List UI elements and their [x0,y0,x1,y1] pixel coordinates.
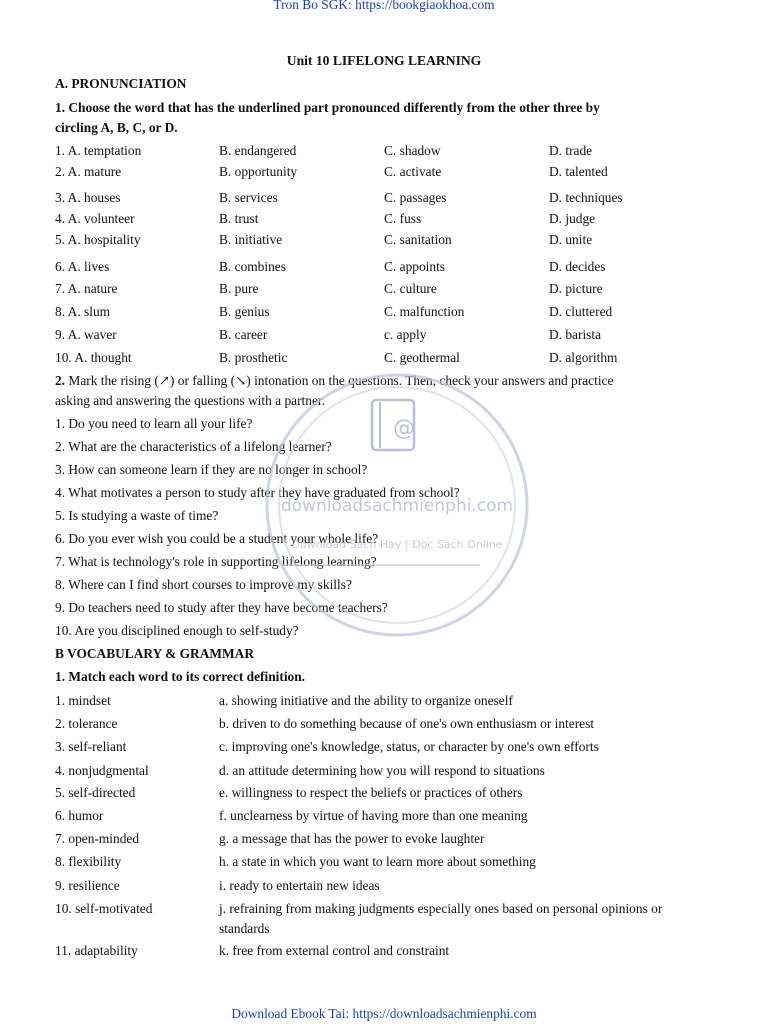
match-word: 10. self-motivated [55,901,153,916]
match-word: 8. flexibility [55,854,122,869]
match-definition: f. unclearness by virtue of having more than one meaning [219,808,528,823]
intonation-question: 3. How can someone learn if they are no longer in school? [55,462,368,477]
option-c[interactable]: C. shadow [384,143,441,158]
match-definition: e. willingness to respect the beliefs or practices of others [219,785,523,800]
a-q2-instruction-line1: 2. Mark the rising (↗) or falling (↘) intonation on the questions. Then, check your answers and practice [55,373,614,388]
option-c[interactable]: C. culture [384,281,437,296]
footer-link[interactable]: Download Ebook Tai: https://downloadsachmienphi.com [231,1006,537,1021]
pronunciation-row [55,232,715,250]
option-c[interactable]: C. malfunction [384,304,465,319]
match-word: 7. open-minded [55,831,140,846]
option-a[interactable]: 1. A. temptation [55,143,142,158]
a-q1-instruction-line2: circling A, B, C, or D. [55,120,178,135]
match-definition: c. improving one's knowledge, status, or character by one's own efforts [219,739,599,754]
book-icon [372,400,415,450]
option-d[interactable]: D. decides [549,259,606,274]
option-d[interactable]: D. unite [549,232,593,247]
option-c[interactable]: C. appoints [384,259,446,274]
match-word: 5. self-directed [55,785,136,800]
intonation-question: 1. Do you need to learn all your life? [55,416,253,431]
option-a[interactable]: 5. A. hospitality [55,232,141,247]
pronunciation-row [55,304,715,322]
intonation-question: 2. What are the characteristics of a lifelong learner? [55,439,332,454]
option-d[interactable]: D. cluttered [549,304,613,319]
section-a-heading: A. PRONUNCIATION [55,76,187,91]
pronunciation-row [55,350,715,368]
match-definition: h. a state in which you want to learn more about something [219,854,536,869]
option-d[interactable]: D. judge [549,211,596,226]
watermark-site: downloadsachmienphi.com [280,496,514,516]
intonation-question: 4. What motivates a person to study after they have graduated from school? [55,485,460,500]
option-c[interactable]: C. passages [384,190,447,205]
option-d[interactable]: D. barista [549,327,602,342]
option-b[interactable]: B. opportunity [219,164,298,179]
a-q2-instruction-line2: asking and answering the questions with a partner. [55,393,325,408]
option-a[interactable]: 8. A. slum [55,304,111,319]
pronunciation-row [55,143,715,161]
option-a[interactable]: 2. A. mature [55,164,122,179]
match-definition: i. ready to entertain new ideas [219,878,380,893]
match-word: 2. tolerance [55,716,118,731]
option-c[interactable]: C. geothermal [384,350,460,365]
option-a[interactable]: 10. A. thought [55,350,132,365]
intonation-question: 6. Do you ever wish you could be a student your whole life? [55,531,379,546]
section-b-heading: B VOCABULARY & GRAMMAR [55,646,254,661]
pronunciation-row [55,327,715,345]
option-b[interactable]: B. trust [219,211,259,226]
option-c[interactable]: C. sanitation [384,232,452,247]
match-definition: b. driven to do something because of one's own enthusiasm or interest [219,716,595,731]
option-b[interactable]: B. career [219,327,268,342]
option-d[interactable]: D. trade [549,143,593,158]
match-word: 6. humor [55,808,104,823]
option-b[interactable]: B. endangered [219,143,297,158]
a-q1-instruction-line1: 1. Choose the word that has the underlined part pronounced differently from the other three by [55,100,600,115]
intonation-question: 5. Is studying a waste of time? [55,508,219,523]
pronunciation-row [55,259,715,277]
option-a[interactable]: 3. A. houses [55,190,121,205]
intonation-question: 7. What is technology's role in supporting lifelong learning? [55,554,377,569]
pronunciation-row [55,281,715,299]
option-b[interactable]: B. initiative [219,232,283,247]
match-definition: a. showing initiative and the ability to organize oneself [219,693,513,708]
watermark-tagline: Download Sách Hay | Đọc Sách Online [291,538,503,551]
match-definition: d. an attitude determining how you will respond to situations [219,763,545,778]
header-link[interactable]: Tron Bo SGK: https://bookgiaokhoa.com [273,0,495,12]
match-word: 1. mindset [55,693,111,708]
option-b[interactable]: B. combines [219,259,286,274]
option-d[interactable]: D. talented [549,164,608,179]
match-definition: k. free from external control and constraint [219,943,450,958]
option-d[interactable]: D. picture [549,281,603,296]
svg-text:@: @ [393,416,415,441]
b-q1-instruction: 1. Match each word to its correct definition. [55,669,306,684]
option-c[interactable]: C. fuss [384,211,422,226]
option-c[interactable]: C. activate [384,164,442,179]
intonation-question: 8. Where can I find short courses to improve my skills? [55,577,352,592]
option-b[interactable]: B. prosthetic [219,350,288,365]
pronunciation-row [55,164,715,182]
option-d[interactable]: D. techniques [549,190,623,205]
option-d[interactable]: D. algorithm [549,350,618,365]
option-a[interactable]: 9. A. waver [55,327,117,342]
match-definition: g. a message that has the power to evoke laughter [219,831,485,846]
match-word: 4. nonjudgmental [55,763,149,778]
option-b[interactable]: B. pure [219,281,259,296]
intonation-question: 9. Do teachers need to study after they have become teachers? [55,600,388,615]
pronunciation-row [55,211,715,229]
page-title: Unit 10 LIFELONG LEARNING [286,53,482,68]
option-a[interactable]: 4. A. volunteer [55,211,135,226]
option-a[interactable]: 6. A. lives [55,259,110,274]
match-word: 11. adaptability [55,943,138,958]
match-definition: j. refraining from making judgments especially ones based on personal opinions or standards [219,901,663,936]
match-word: 9. resilience [55,878,120,893]
option-c[interactable]: c. apply [384,327,427,342]
option-a[interactable]: 7. A. nature [55,281,118,296]
option-b[interactable]: B. genius [219,304,270,319]
match-word: 3. self-reliant [55,739,127,754]
pronunciation-row [55,190,715,208]
option-b[interactable]: B. services [219,190,278,205]
intonation-question: 10. Are you disciplined enough to self-study? [55,623,299,638]
